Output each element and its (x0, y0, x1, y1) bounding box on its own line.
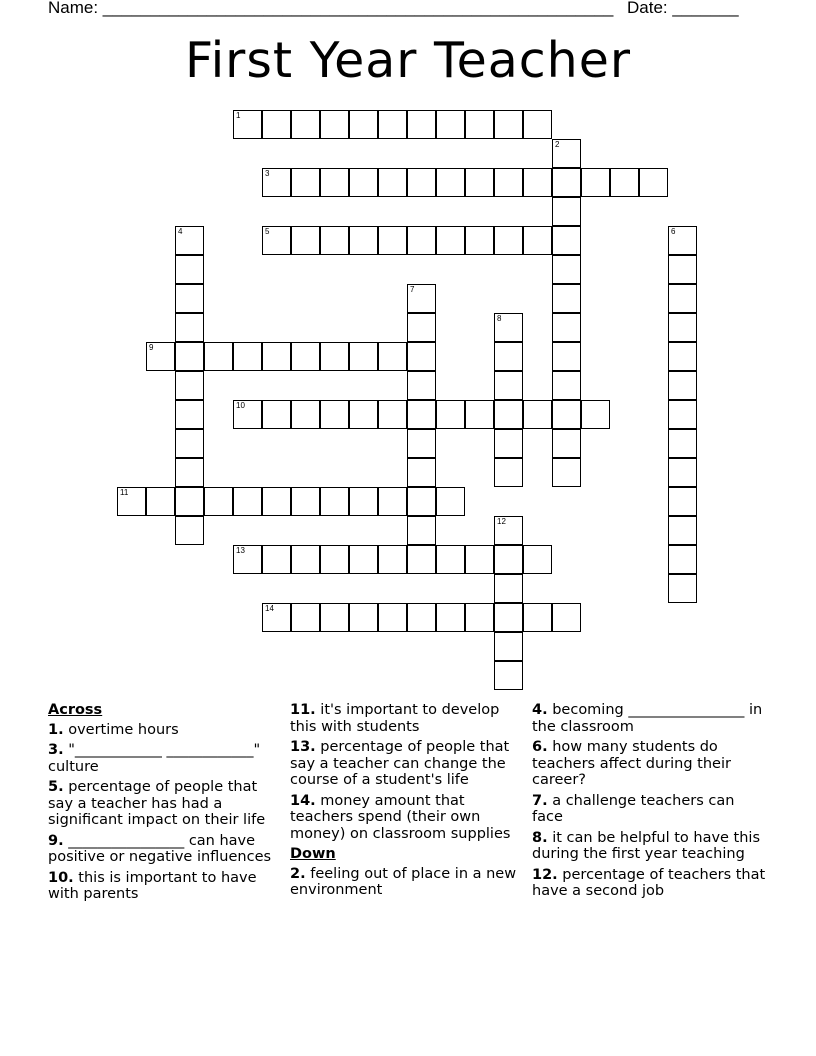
grid-cell[interactable] (378, 603, 407, 632)
clue-down-8: 8. it can be helpful to have this during the first year teaching (532, 829, 761, 862)
grid-cell[interactable] (320, 342, 349, 371)
grid-cell[interactable] (552, 168, 581, 197)
grid-cell[interactable] (465, 400, 494, 429)
grid-cell[interactable] (465, 226, 494, 255)
cell-number: 5 (265, 227, 270, 236)
grid-cell[interactable] (349, 487, 378, 516)
grid-cell[interactable] (436, 400, 465, 429)
grid-cell[interactable] (552, 458, 581, 487)
cell-number: 11 (120, 488, 129, 497)
cell-number: 12 (497, 517, 506, 526)
across-heading: Across (48, 702, 103, 718)
grid-cell[interactable] (465, 545, 494, 574)
grid-cell[interactable] (407, 342, 436, 371)
grid-cell[interactable] (233, 487, 262, 516)
grid-cell[interactable] (378, 487, 407, 516)
grid-cell[interactable] (465, 110, 494, 139)
grid-cell[interactable] (494, 313, 523, 342)
grid-cell[interactable] (378, 226, 407, 255)
grid-cell[interactable] (320, 545, 349, 574)
grid-cell[interactable] (262, 400, 291, 429)
grid-cell[interactable] (320, 603, 349, 632)
cell-number: 4 (178, 227, 183, 236)
grid-cell[interactable] (175, 458, 204, 487)
grid-cell[interactable] (262, 545, 291, 574)
grid-cell[interactable] (175, 400, 204, 429)
grid-cell[interactable] (407, 429, 436, 458)
grid-cell[interactable] (349, 545, 378, 574)
grid-cell[interactable] (291, 110, 320, 139)
grid-cell[interactable] (291, 603, 320, 632)
grid-cell[interactable] (146, 342, 175, 371)
grid-cell[interactable] (552, 342, 581, 371)
grid-cell[interactable] (146, 487, 175, 516)
name-field[interactable]: Name: ______________________________________________________ (48, 0, 614, 17)
grid-cell[interactable] (262, 110, 291, 139)
grid-cell[interactable] (436, 226, 465, 255)
grid-cell[interactable] (378, 400, 407, 429)
grid-cell[interactable] (291, 168, 320, 197)
grid-cell[interactable] (349, 110, 378, 139)
grid-cell[interactable] (407, 487, 436, 516)
grid-cell[interactable] (523, 168, 552, 197)
grid-cell[interactable] (494, 545, 523, 574)
grid-cell[interactable] (233, 110, 262, 139)
grid-cell[interactable] (407, 226, 436, 255)
grid-cell[interactable] (175, 226, 204, 255)
clue-down-6: 6. how many students do teachers affect during their career? (532, 739, 731, 788)
grid-cell[interactable] (668, 284, 697, 313)
grid-cell[interactable] (494, 342, 523, 371)
grid-cell[interactable] (233, 342, 262, 371)
grid-cell[interactable] (523, 400, 552, 429)
grid-cell[interactable] (378, 110, 407, 139)
grid-cell[interactable] (320, 226, 349, 255)
grid-cell[interactable] (291, 400, 320, 429)
grid-cell[interactable] (349, 168, 378, 197)
grid-cell[interactable] (407, 400, 436, 429)
grid-cell[interactable] (349, 400, 378, 429)
grid-cell[interactable] (610, 168, 639, 197)
grid-cell[interactable] (407, 168, 436, 197)
cell-number: 2 (555, 140, 560, 149)
grid-cell[interactable] (494, 458, 523, 487)
grid-cell[interactable] (639, 168, 668, 197)
clue-across-10: 10. this is important to have with parents (48, 869, 257, 902)
grid-cell[interactable] (581, 400, 610, 429)
grid-cell[interactable] (668, 255, 697, 284)
grid-cell[interactable] (262, 342, 291, 371)
grid-cell[interactable] (552, 226, 581, 255)
grid-cell[interactable] (291, 342, 320, 371)
grid-cell[interactable] (668, 516, 697, 545)
clue-across-3: 3. "____________ ____________" culture (48, 742, 261, 775)
grid-cell[interactable] (436, 168, 465, 197)
grid-cell[interactable] (175, 429, 204, 458)
grid-cell[interactable] (204, 342, 233, 371)
grid-cell[interactable] (407, 458, 436, 487)
grid-cell[interactable] (436, 603, 465, 632)
puzzle-title: First Year Teacher (184, 32, 632, 89)
grid-cell[interactable] (552, 284, 581, 313)
grid-cell[interactable] (175, 342, 204, 371)
grid-cell[interactable] (407, 313, 436, 342)
grid-cell[interactable] (349, 342, 378, 371)
grid-cell[interactable] (262, 168, 291, 197)
clue-across-9: 9. ________________ can have positive or negative influences (48, 832, 272, 865)
grid-cell[interactable] (407, 603, 436, 632)
grid-cell[interactable] (552, 400, 581, 429)
clue-down-12: 12. percentage of teachers that have a second job (532, 866, 766, 899)
cell-number: 13 (236, 546, 245, 555)
grid-cell[interactable] (523, 603, 552, 632)
grid-cell[interactable] (494, 429, 523, 458)
grid-cell[interactable] (668, 313, 697, 342)
grid-cell[interactable] (320, 110, 349, 139)
grid-cell[interactable] (436, 110, 465, 139)
grid-cell[interactable] (668, 342, 697, 371)
grid-cell[interactable] (494, 400, 523, 429)
grid-cell[interactable] (552, 603, 581, 632)
grid-cell[interactable] (378, 545, 407, 574)
grid-cell[interactable] (668, 371, 697, 400)
grid-cell[interactable] (175, 487, 204, 516)
grid-cell[interactable] (407, 516, 436, 545)
clue-across-13: 13. percentage of people that say a teacher can change the course of a student's life (290, 739, 510, 788)
cell-number: 10 (236, 401, 245, 410)
grid-cell[interactable] (291, 545, 320, 574)
grid-cell[interactable] (262, 487, 291, 516)
grid-cell[interactable] (552, 255, 581, 284)
grid-cell[interactable] (668, 226, 697, 255)
grid-cell[interactable] (436, 487, 465, 516)
clue-down-4: 4. becoming ________________ in the classroom (532, 702, 763, 735)
cell-number: 14 (265, 604, 274, 613)
grid-cell[interactable] (349, 226, 378, 255)
grid-cell[interactable] (552, 139, 581, 168)
grid-cell[interactable] (581, 168, 610, 197)
grid-cell[interactable] (494, 661, 523, 690)
grid-cell[interactable] (175, 284, 204, 313)
down-heading: Down (290, 846, 336, 862)
grid-cell[interactable] (407, 545, 436, 574)
clues-column-2 (290, 702, 526, 903)
cell-number: 8 (497, 314, 502, 323)
grid-cell[interactable] (668, 545, 697, 574)
grid-cell[interactable] (552, 197, 581, 226)
grid-cell[interactable] (175, 313, 204, 342)
date-field[interactable]: Date: _______ (627, 0, 739, 17)
clue-across-5: 5. percentage of people that say a teacher has had a significant impact on their life (48, 779, 266, 828)
grid-cell[interactable] (668, 458, 697, 487)
cell-number: 9 (149, 343, 154, 352)
grid-cell[interactable] (494, 226, 523, 255)
grid-cell[interactable] (233, 545, 262, 574)
grid-cell[interactable] (494, 168, 523, 197)
grid-cell[interactable] (494, 110, 523, 139)
clue-across-11: 11. it's important to develop this with students (290, 702, 500, 735)
grid-cell[interactable] (117, 487, 146, 516)
grid-cell[interactable] (291, 487, 320, 516)
cell-number: 1 (236, 111, 241, 120)
grid-cell[interactable] (494, 632, 523, 661)
cell-number: 7 (410, 285, 415, 294)
grid-cell[interactable] (378, 342, 407, 371)
grid-cell[interactable] (407, 284, 436, 313)
grid-cell[interactable] (552, 371, 581, 400)
grid-cell[interactable] (494, 371, 523, 400)
grid-cell[interactable] (262, 603, 291, 632)
cell-number: 3 (265, 169, 270, 178)
grid-cell[interactable] (291, 226, 320, 255)
grid-cell[interactable] (494, 574, 523, 603)
grid-cell[interactable] (436, 545, 465, 574)
clue-across-1: 1. overtime hours (48, 721, 179, 738)
cell-number: 6 (671, 227, 676, 236)
grid-cell[interactable] (320, 168, 349, 197)
grid-cell[interactable] (552, 429, 581, 458)
grid-cell[interactable] (233, 400, 262, 429)
grid-cell[interactable] (668, 400, 697, 429)
grid-cell[interactable] (465, 168, 494, 197)
grid-cell[interactable] (175, 255, 204, 284)
grid-cell[interactable] (175, 371, 204, 400)
grid-cell[interactable] (668, 429, 697, 458)
clue-down-2: 2. feeling out of place in a new environment (290, 865, 517, 898)
grid-cell[interactable] (552, 313, 581, 342)
grid-cell[interactable] (262, 226, 291, 255)
clue-down-7: 7. a challenge teachers can face (532, 792, 735, 825)
grid-cell[interactable] (320, 487, 349, 516)
grid-cell[interactable] (320, 400, 349, 429)
grid-cell[interactable] (523, 545, 552, 574)
grid-cell[interactable] (349, 603, 378, 632)
clue-across-14: 14. money amount that teachers spend (their own money) on classroom supplies (290, 792, 511, 842)
grid-cell[interactable] (668, 487, 697, 516)
grid-cell[interactable] (378, 168, 407, 197)
grid-cell[interactable] (494, 603, 523, 632)
clues-column-1 (48, 702, 284, 907)
grid-cell[interactable] (465, 603, 494, 632)
grid-cell[interactable] (668, 574, 697, 603)
clues-column-3 (532, 702, 768, 904)
grid-cell[interactable] (175, 516, 204, 545)
grid-cell[interactable] (523, 226, 552, 255)
grid-cell[interactable] (407, 371, 436, 400)
grid-cell[interactable] (204, 487, 233, 516)
grid-cell[interactable] (494, 516, 523, 545)
grid-cell[interactable] (523, 110, 552, 139)
grid-cell[interactable] (407, 110, 436, 139)
